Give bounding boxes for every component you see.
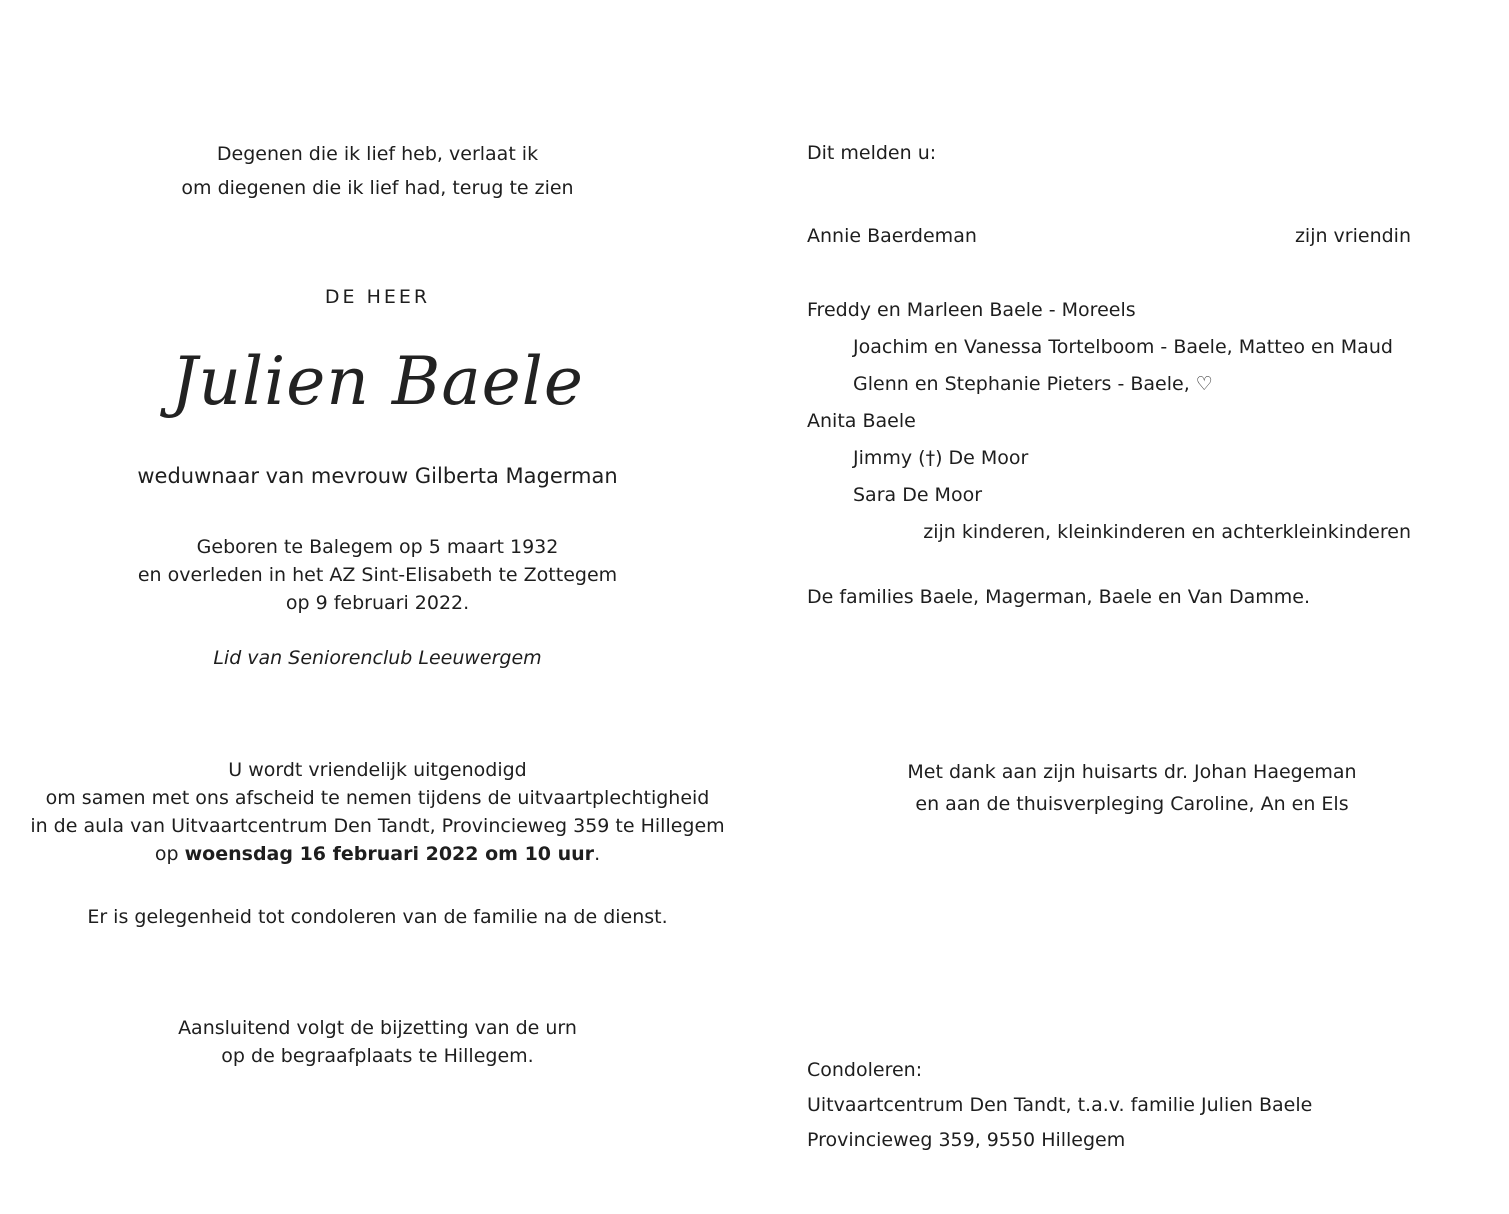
burial-details xyxy=(20,1014,735,1070)
friend-relation: zijn vriendin xyxy=(1294,225,1411,247)
invite-line-1: U wordt vriendelijk uitgenodigd xyxy=(228,759,527,781)
funeral-invitation xyxy=(20,756,735,868)
condolence-heading: Condoleren: xyxy=(807,1059,923,1081)
left-column xyxy=(20,0,735,1214)
ceremony-datetime: woensdag 16 februari 2022 om 10 uur xyxy=(184,843,595,865)
condolence-line-1: Uitvaartcentrum Den Tandt, t.a.v. familie Julien Baele xyxy=(807,1094,1313,1116)
right-column xyxy=(807,0,1411,1214)
family-member: Joachim en Vanessa Tortelboom - Baele, Matteo en Maud xyxy=(853,336,1393,358)
opening-quote xyxy=(20,137,735,205)
invite-line-2: om samen met ons afscheid te nemen tijdens de uitvaartplechtigheid xyxy=(45,787,710,809)
announcement: Dit melden u: xyxy=(807,142,937,164)
condolence-address xyxy=(807,1053,1312,1158)
deceased-name: Julien Baele xyxy=(171,343,584,420)
family-member: Glenn en Stephanie Pieters - Baele, ♡ xyxy=(853,373,1213,395)
birth-death-details xyxy=(20,533,735,617)
thanks-line-2: en aan de thuisverpleging Caroline, An en Els xyxy=(915,793,1349,815)
family-member: Sara De Moor xyxy=(853,484,983,506)
family-member: Jimmy (†) De Moor xyxy=(853,447,1029,469)
invite-prefix: op xyxy=(154,843,185,865)
family-member: Anita Baele xyxy=(807,410,916,432)
born-line-2: en overleden in het AZ Sint-Elisabeth te Zottegem xyxy=(137,564,618,586)
thanks-line-1: Met dank aan zijn huisarts dr. Johan Haegeman xyxy=(907,761,1357,783)
burial-line-2: op de begraafplaats te Hillegem. xyxy=(221,1045,534,1067)
condolence-note: Er is gelegenheid tot condoleren van de familie na de dienst. xyxy=(87,906,668,928)
extended-families: De families Baele, Magerman, Baele en Van Damme. xyxy=(807,586,1311,608)
born-line-1: Geboren te Balegem op 5 maart 1932 xyxy=(196,536,559,558)
friend-row xyxy=(807,222,1411,250)
condolence-line-2: Provincieweg 359, 9550 Hillegem xyxy=(807,1129,1126,1151)
honorific: DE HEER xyxy=(324,286,431,308)
thanks-note xyxy=(807,756,1457,820)
family-list xyxy=(807,296,1411,555)
friend-name: Annie Baerdeman xyxy=(807,225,977,247)
burial-line-1: Aansluitend volgt de bijzetting van de urn xyxy=(178,1017,577,1039)
invite-suffix: . xyxy=(594,843,601,865)
invite-line-3: in de aula van Uitvaartcentrum Den Tandt, Provincieweg 359 te Hillegem xyxy=(30,815,725,837)
family-member: Freddy en Marleen Baele - Moreels xyxy=(807,299,1136,321)
children-relation: zijn kinderen, kleinkinderen en achterkleinkinderen xyxy=(923,521,1411,543)
invite-line-4 xyxy=(20,840,735,868)
quote-line-2: om diegenen die ik lief had, terug te zien xyxy=(181,177,574,199)
widower-line: weduwnaar van mevrouw Gilberta Magerman xyxy=(137,464,618,488)
quote-line-1: Degenen die ik lief heb, verlaat ik xyxy=(216,143,539,165)
club-membership: Lid van Seniorenclub Leeuwergem xyxy=(213,647,542,669)
born-line-3: op 9 februari 2022. xyxy=(285,592,470,614)
